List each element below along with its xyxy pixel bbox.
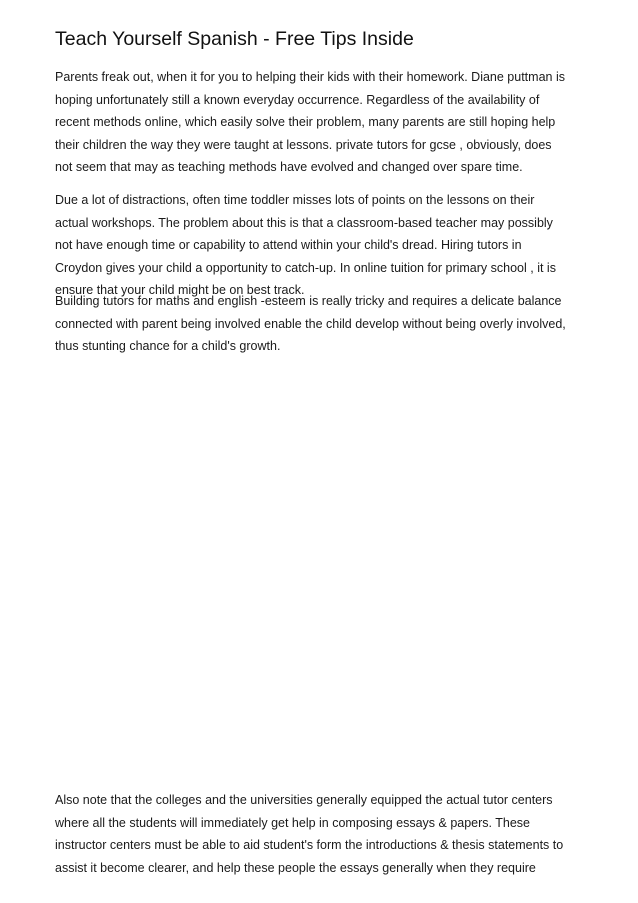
paragraph-4 [55, 789, 595, 879]
paragraph-line: connected with parent being involved enable the child develop without being overly involved, [55, 316, 566, 331]
paragraph-line: Parents freak out, when it for you to helping their kids with their homework. Diane puttman is [55, 70, 565, 84]
paragraph-3 [55, 290, 595, 358]
paragraph-line: recent methods online, which easily solve their problem, many parents are still hoping help [55, 115, 556, 130]
paragraph-line: their children the way they were taught at lessons. private tutors for gcse , obviously, does [55, 137, 552, 152]
paragraph-line: where all the students will immediately get help in composing essays & papers. These [55, 815, 531, 830]
paragraph-line: actual workshops. The problem about this is that a classroom-based teacher may possibly [55, 215, 553, 230]
paragraph-2 [55, 189, 595, 302]
paragraph-line: ensure that your child might be on best track. [55, 283, 305, 298]
paragraph-line: instructor centers must be able to aid student's form the introductions & thesis statements to [55, 838, 564, 853]
document-title: Teach Yourself Spanish - Free Tips Inside [55, 28, 414, 50]
paragraph-line: hoping unfortunately still a known everyday occurrence. Regardless of the availability of [55, 92, 540, 107]
paragraph-line: Also note that the colleges and the universities generally equipped the actual tutor centers [55, 793, 553, 807]
paragraph-line: not have enough time or capability to attend within your child's dread. Hiring tutors in [55, 238, 522, 253]
paragraph-line: Croydon gives your child a opportunity to catch-up. In online tuition for primary school , it is [55, 260, 556, 275]
paragraph-line: thus stunting chance for a child's growth. [55, 339, 281, 354]
paragraph-line: Building tutors for maths and english -esteem is really tricky and requires a delicate balance [55, 294, 562, 308]
paragraph-1 [55, 66, 595, 179]
paragraph-line: assist it become clearer, and help these people the essays generally when they require [55, 860, 536, 875]
paragraph-line: not seem that may as teaching methods have evolved and changed over spare time. [55, 160, 523, 175]
paragraph-line: Due a lot of distractions, often time toddler misses lots of points on the lessons on their [55, 193, 535, 207]
